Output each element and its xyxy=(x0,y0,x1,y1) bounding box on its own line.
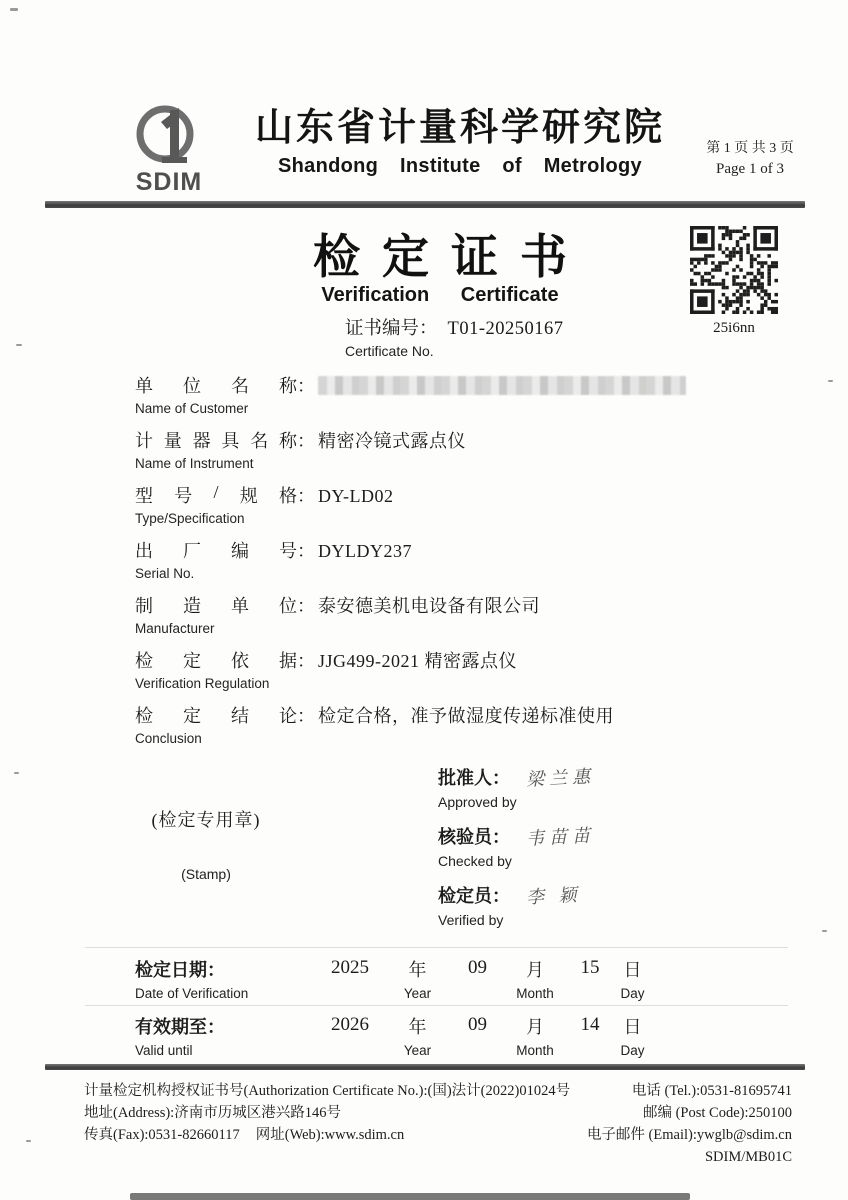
valid-until-month-value: 09 xyxy=(468,1014,487,1035)
field-customer-label-en: Name of Customer xyxy=(135,401,249,416)
field-manufacturer-label-en: Manufacturer xyxy=(135,621,215,636)
verification-month-value: 09 xyxy=(468,957,487,978)
field-regulation xyxy=(135,647,735,691)
scan-speck xyxy=(26,1140,31,1142)
field-regulation-value: JJG499-2021 精密露点仪 xyxy=(318,651,518,671)
document-code: SDIM/MB01C xyxy=(704,1149,792,1165)
verified-by-label-en: Verified by xyxy=(438,912,504,928)
page-indicator xyxy=(690,138,810,180)
sdim-logo-icon xyxy=(131,100,207,176)
next-page-edge xyxy=(130,1193,690,1200)
verification-date-label-zh: 检定日期： xyxy=(135,960,225,980)
email: 电子邮件 (Email):ywglb@sdim.cn xyxy=(586,1127,792,1143)
fax-web-line xyxy=(84,1124,570,1146)
footer-divider-bar xyxy=(45,1064,805,1070)
scan-speck xyxy=(822,930,827,932)
qr-caption: 25i6nn xyxy=(713,320,755,336)
field-serial-label-en: Serial No. xyxy=(135,566,195,581)
institute-name-en: Shandong Institute of Metrology xyxy=(278,155,642,177)
month-unit-zh: 月 xyxy=(526,1017,544,1037)
approved-by-label-zh: 批准人： xyxy=(438,768,510,788)
header-divider-bar xyxy=(45,201,805,208)
field-manufacturer xyxy=(135,592,735,636)
certificate-title-en: Verification Certificate xyxy=(321,284,559,306)
signature-verified xyxy=(438,882,595,928)
year-unit-en: Year xyxy=(403,1043,432,1058)
day-unit-zh: 日 xyxy=(623,1017,642,1037)
field-manufacturer-label-zh: 制 造 单 位 xyxy=(135,596,297,616)
field-customer xyxy=(135,372,735,416)
verified-by-signature: 李 颖 xyxy=(525,884,583,908)
checked-by-signature: 韦苗苗 xyxy=(525,825,596,849)
website: 网址(Web):www.sdim.cn xyxy=(255,1127,405,1143)
year-unit-zh: 年 xyxy=(408,960,427,980)
stamp-label-en: (Stamp) xyxy=(181,866,231,882)
qr-code-block xyxy=(688,226,780,337)
stamp-label-zh: (检定专用章) xyxy=(151,810,261,830)
authorization-certificate-no: 计量检定机构授权证书号(Authorization Certificate No.):(国)法计(2022)01024号 xyxy=(84,1083,571,1099)
date-block xyxy=(135,956,715,1070)
page-indicator-en: Page 1 of 3 xyxy=(716,161,784,177)
year-unit-zh: 年 xyxy=(408,1017,427,1037)
field-customer-value-redacted xyxy=(318,376,686,395)
valid-until-year-value: 2026 xyxy=(331,1014,369,1035)
field-instrument-label-zh: 计 量 器 具 名 称 xyxy=(135,431,297,451)
field-type-value: DY-LD02 xyxy=(318,486,394,506)
colon: ： xyxy=(297,486,315,506)
month-unit-zh: 月 xyxy=(526,960,544,980)
approved-by-label-en: Approved by xyxy=(438,794,517,810)
signature-checked xyxy=(438,823,595,869)
day-unit-zh: 日 xyxy=(623,960,642,980)
certificate-number-value: T01-20250167 xyxy=(447,319,564,339)
year-unit-en: Year xyxy=(403,986,432,1001)
colon: ： xyxy=(297,706,315,726)
colon: ： xyxy=(297,376,315,396)
post-code: 邮编 (Post Code):250100 xyxy=(642,1105,792,1121)
verification-year-value: 2025 xyxy=(331,957,369,978)
telephone: 电话 (Tel.):0531-81695741 xyxy=(631,1083,792,1099)
field-conclusion-value: 检定合格，准予做湿度传递标准使用 xyxy=(318,706,614,726)
scan-speck xyxy=(14,772,19,774)
field-customer-label-zh: 单 位 名 称 xyxy=(135,376,297,396)
footer xyxy=(84,1080,792,1168)
field-instrument-value: 精密冷镜式露点仪 xyxy=(318,431,466,451)
approved-by-signature: 梁兰惠 xyxy=(525,766,596,790)
valid-until-label-en: Valid until xyxy=(135,1043,193,1058)
field-serial xyxy=(135,537,735,581)
field-type-label-zh: 型 号 / 规 格 xyxy=(135,482,297,506)
checked-by-label-en: Checked by xyxy=(438,853,512,869)
colon: ： xyxy=(297,596,315,616)
institute-name-zh: 山东省计量科学研究院 xyxy=(254,107,665,149)
signature-approved xyxy=(438,764,595,810)
certificate-number-line xyxy=(345,314,563,340)
field-instrument-label-en: Name of Instrument xyxy=(135,456,254,471)
field-type-label-en: Type/Specification xyxy=(135,511,245,526)
day-unit-en: Day xyxy=(620,986,645,1001)
scan-speck xyxy=(828,380,833,382)
month-unit-en: Month xyxy=(516,986,554,1001)
field-instrument xyxy=(135,427,735,471)
stamp-area xyxy=(126,806,286,882)
field-regulation-label-en: Verification Regulation xyxy=(135,676,270,691)
certificate-fields xyxy=(135,372,735,757)
field-serial-value: DYLDY237 xyxy=(318,541,412,561)
date-divider-top xyxy=(85,947,788,948)
scan-speck xyxy=(16,344,22,346)
valid-until-row xyxy=(135,1013,715,1058)
certificate-title-zh: 检定证书 xyxy=(313,232,589,284)
scan-speck xyxy=(10,8,18,11)
verification-date-label-en: Date of Verification xyxy=(135,986,249,1001)
page-indicator-zh: 第 1 页 共 3 页 xyxy=(706,141,794,156)
certificate-number-label-en: Certificate No. xyxy=(345,343,434,359)
certificate-number-label-zh: 证书编号： xyxy=(345,319,438,339)
colon: ： xyxy=(297,651,315,671)
field-conclusion-label-en: Conclusion xyxy=(135,731,202,746)
qr-code-icon xyxy=(690,226,778,314)
field-type xyxy=(135,482,735,526)
day-unit-en: Day xyxy=(620,1043,645,1058)
field-regulation-label-zh: 检 定 依 据 xyxy=(135,651,297,671)
verification-date-row xyxy=(135,956,715,1001)
valid-until-day-value: 14 xyxy=(580,1014,600,1035)
colon: ： xyxy=(297,431,315,451)
valid-until-label-zh: 有效期至： xyxy=(135,1017,225,1037)
colon: ： xyxy=(297,541,315,561)
logo-text: SDIM xyxy=(135,168,203,196)
checked-by-label-zh: 核验员： xyxy=(438,827,510,847)
field-serial-label-zh: 出 厂 编 号 xyxy=(135,541,297,561)
fax: 传真(Fax):0531-82660117 xyxy=(84,1127,240,1143)
month-unit-en: Month xyxy=(516,1043,554,1058)
address-line: 地址(Address):济南市历城区港兴路146号 xyxy=(84,1105,341,1121)
verified-by-label-zh: 检定员： xyxy=(438,886,510,906)
sdim-logo xyxy=(116,100,222,197)
verification-day-value: 15 xyxy=(580,957,600,978)
signature-block xyxy=(438,764,595,941)
field-manufacturer-value: 泰安德美机电设备有限公司 xyxy=(318,596,540,616)
field-conclusion xyxy=(135,702,735,746)
field-conclusion-label-zh: 检 定 结 论 xyxy=(135,706,297,726)
